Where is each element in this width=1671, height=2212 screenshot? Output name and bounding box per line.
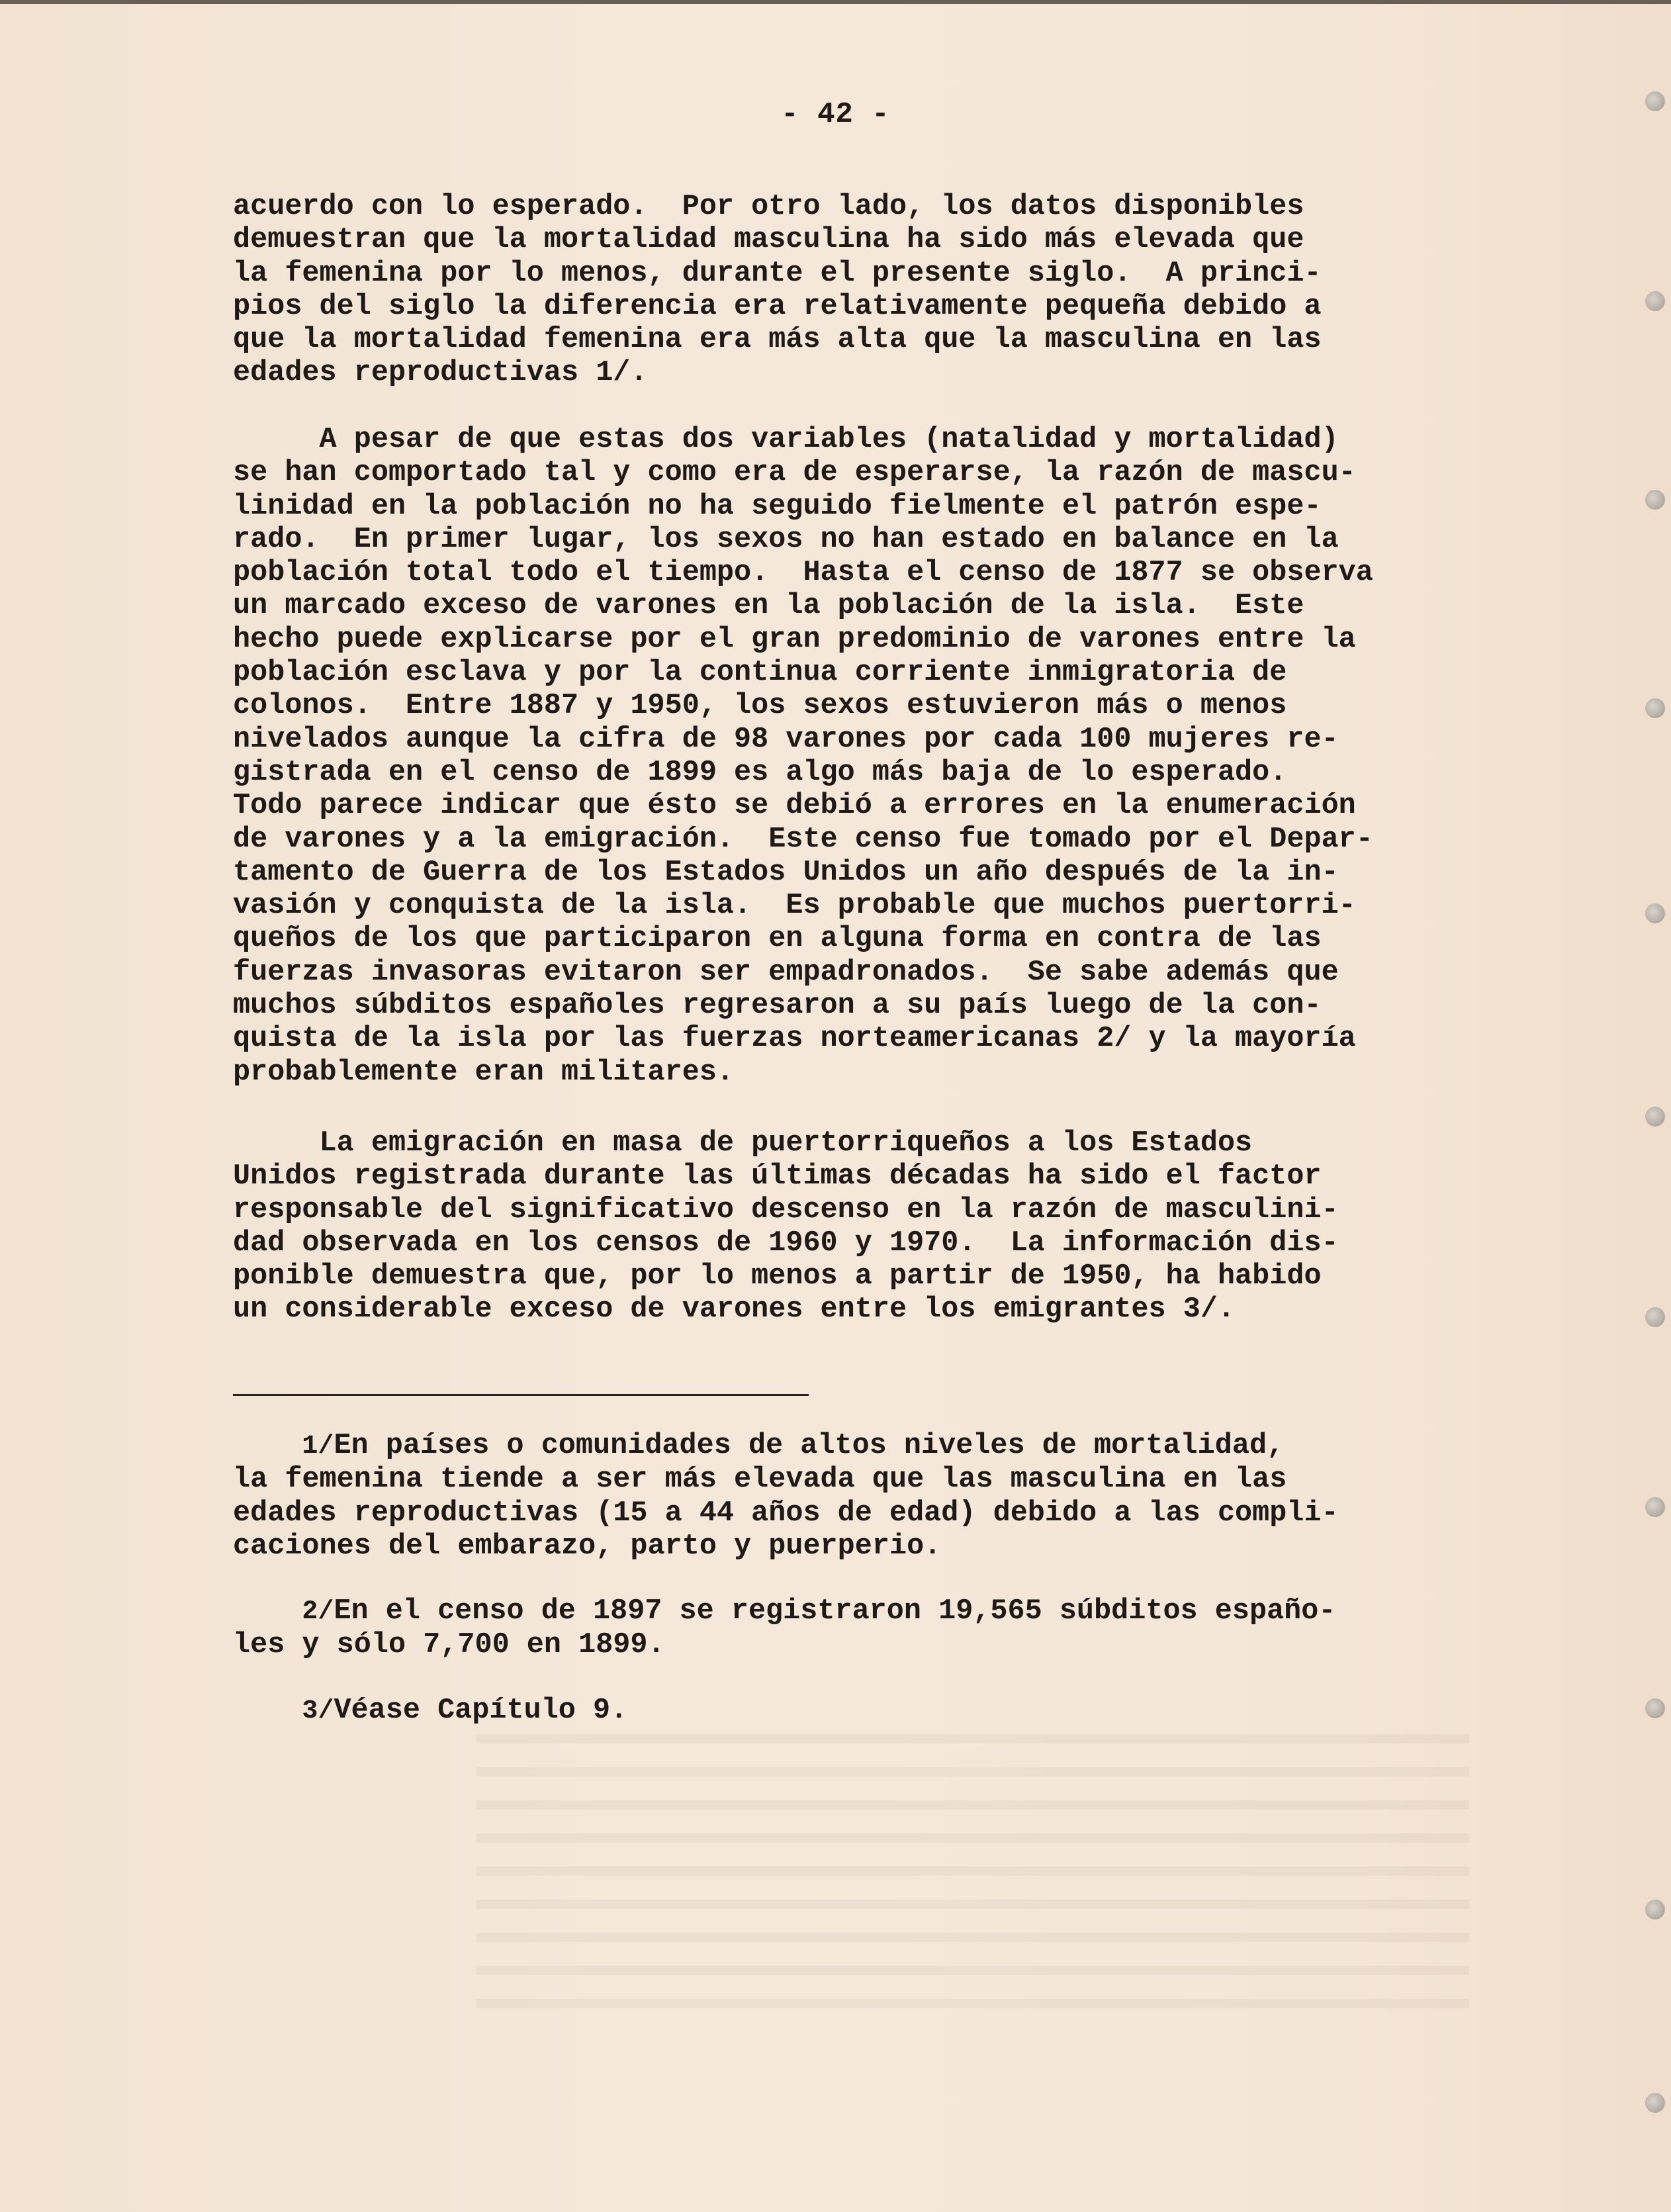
binder-hole [1645,2093,1665,2113]
text-line: caciones del embarazo, parto y puerperio. [233,1530,942,1563]
binder-hole [1645,1307,1665,1327]
footnote-marker: 1/ [302,1432,334,1461]
text-line: quista de la isla por las fuerzas norteamericanas 2/ y la mayoría [233,1023,1356,1056]
text-line: la femenina por lo menos, durante el presente siglo. A princi- [233,257,1322,290]
text-line: colonos. Entre 1887 y 1950, los sexos estuvieron más o menos [233,690,1287,723]
text-line: les y sólo 7,700 en 1899. [233,1629,665,1662]
text-line: Véase Capítulo 9. [334,1694,628,1727]
text-line: Unidos registrada durante las últimas décadas ha sido el factor [233,1160,1322,1193]
binder-hole [1645,291,1665,311]
text-line: población esclava y por la continua corriente inmigratoria de [233,657,1287,690]
footnote-marker: 3/ [302,1696,334,1726]
binder-hole [1645,903,1665,923]
bleed-through-text [476,1734,1469,2012]
footnote-3 [233,1694,1537,1728]
paragraph-2 [233,424,1537,1089]
text-line: queños de los que participaron en alguna forma en contra de las [233,923,1322,956]
text-line: fuerzas invasoras evitaron ser empadronados. Se sabe además que [233,956,1339,989]
text-line: En países o comunidades de altos niveles de mortalidad, [334,1430,1285,1462]
text-line: vasión y conquista de la isla. Es probable que muchos puertorri- [233,890,1356,923]
paragraph-1 [233,191,1537,391]
text-line: pios del siglo la diferencia era relativamente pequeña debido a [233,290,1322,323]
binder-hole [1645,1497,1665,1517]
text-line: que la mortalidad femenina era más alta que la masculina en las [233,324,1322,357]
binder-hole [1645,1107,1665,1127]
binder-hole [1645,1900,1665,1919]
text-line: probablemente eran militares. [233,1056,735,1089]
text-line: En el censo de 1897 se registraron 19,565 súbditos españo- [334,1595,1336,1628]
text-line: población total todo el tiempo. Hasta el censo de 1877 se observa [233,557,1373,590]
text-line: muchos súbditos españoles regresaron a su país luego de la con- [233,990,1322,1023]
paragraph-3 [233,1127,1537,1327]
text-line: la femenina tiende a ser más elevada que las masculina en las [233,1463,1287,1497]
text-line: se han comportado tal y como era de esperarse, la razón de mascu- [233,457,1356,490]
text-line: un marcado exceso de varones en la población de la isla. Este [233,590,1304,623]
text-line: edades reproductivas (15 a 44 años de edad) debido a las compli- [233,1497,1339,1530]
text-line: edades reproductivas 1/. [233,357,648,390]
text-line: nivelados aunque la cifra de 98 varones por cada 100 mujeres re- [233,723,1339,756]
binder-hole [1645,1698,1665,1718]
text-line: gistrada en el censo de 1899 es algo más baja de lo esperado. [233,756,1287,789]
binder-hole [1645,698,1665,718]
text-line: acuerdo con lo esperado. Por otro lado, los datos disponibles [233,191,1304,223]
footnote-2 [233,1595,1537,1663]
text-line: rado. En primer lugar, los sexos no han estado en balance en la [233,523,1339,556]
text-line: ponible demuestra que, por lo menos a partir de 1950, ha habido [233,1260,1322,1293]
text-line: dad observada en los censos de 1960 y 1970. La información dis- [233,1226,1339,1260]
text-line: linidad en la población no ha seguido fielmente el patrón espe- [233,490,1322,523]
binder-hole [1645,490,1665,510]
text-line: tamento de Guerra de los Estados Unidos un año después de la in- [233,856,1339,889]
footnote-1 [233,1430,1537,1563]
footnote-separator [233,1394,809,1396]
text-line: La emigración en masa de puertorriqueños a los Estados [233,1127,1253,1160]
text-line: hecho puede explicarse por el gran predominio de varones entre la [233,623,1356,656]
text-line: de varones y a la emigración. Este censo fue tomado por el Depar- [233,823,1373,856]
text-line: A pesar de que estas dos variables (natalidad y mortalidad) [233,424,1339,456]
footnote-marker: 2/ [302,1597,334,1627]
text-line: demuestran que la mortalidad masculina ha sido más elevada que [233,224,1304,257]
text-line: Todo parece indicar que ésto se debió a errores en la enumeración [233,790,1356,823]
text-line: responsable del significativo descenso en la razón de masculini- [233,1193,1339,1226]
page-number: - 42 - [781,98,890,131]
page-top-edge [0,0,1671,4]
text-line: un considerable exceso de varones entre los emigrantes 3/. [233,1293,1236,1326]
